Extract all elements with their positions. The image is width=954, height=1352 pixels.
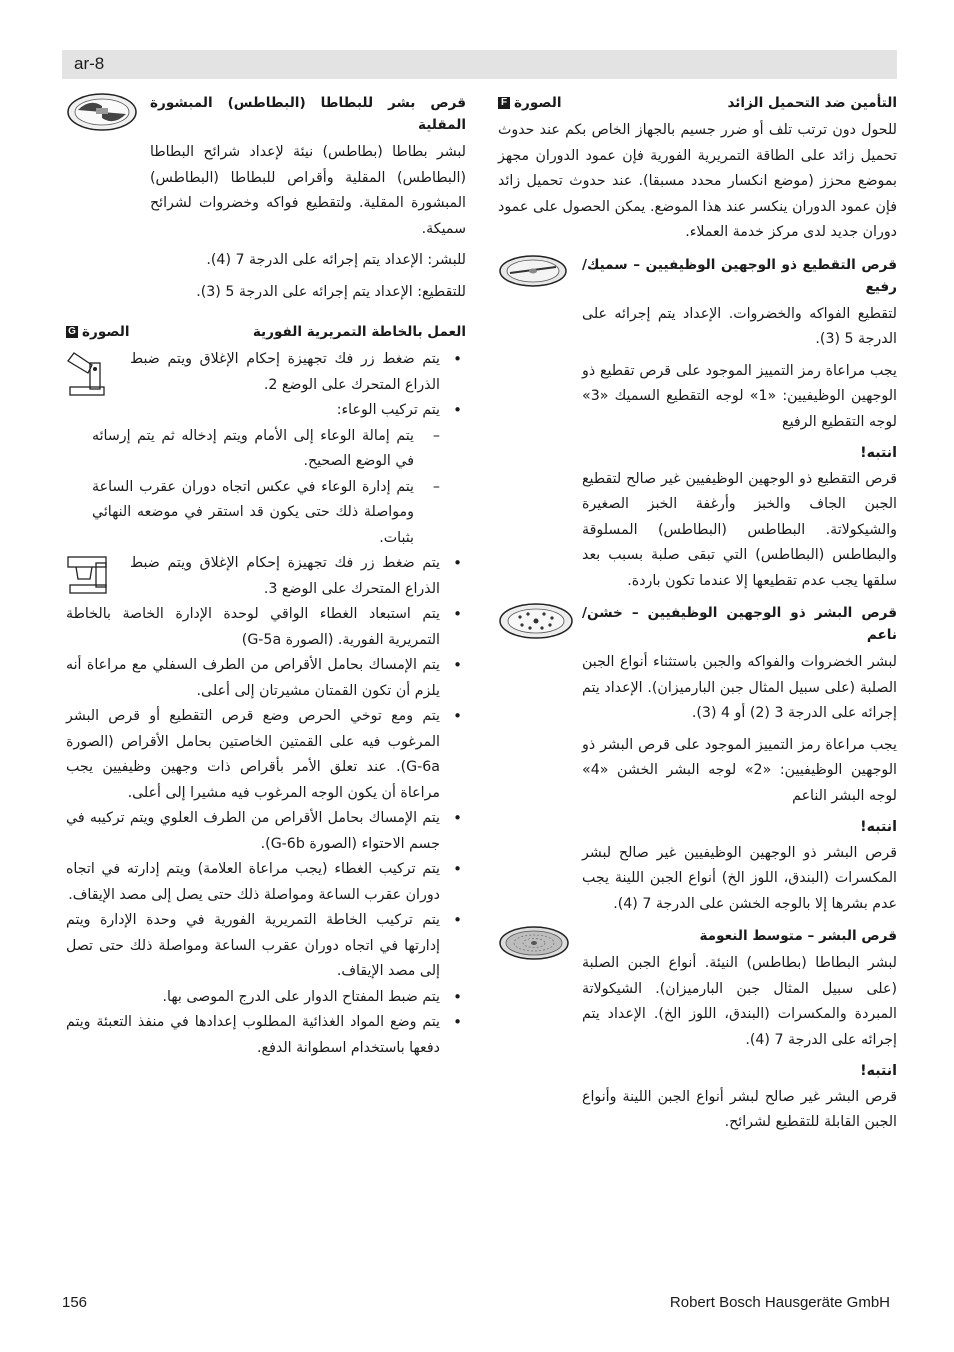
overload-figure-ref <box>498 92 562 114</box>
bowl-substeps <box>66 424 440 552</box>
slicing-disc-icon <box>498 254 568 288</box>
substep-item <box>92 475 440 552</box>
mixer-arm-position-2-icon <box>66 349 112 397</box>
medium-grater-text: لبشر البطاطا (بطاطس) النيئة. أنواع الجبن الصلبة (على سبيل المثال جبن البارميزان). الشيكولاتة المبردة والمكسرات (البندق، اللوز الخ). الإعداد يتم إجرائه على الدرجة 7 (4). <box>582 955 897 1048</box>
step-text: يتم ضبط المفتاح الدوار على الدرج الموصى بها. <box>162 988 440 1005</box>
step-text: يتم وضع المواد الغذائية المطلوب إعدادها في منفذ التعبئة ويتم دفعها باستخدام اسطوانة الدفع. <box>66 1014 440 1056</box>
shredding-disc-icon <box>498 602 574 640</box>
step-text: يتم ضغط زر فك تجهيزة إحكام الإغلاق ويتم ضبط الذراع المتحرك على الوضع 2. <box>130 351 440 393</box>
shredding-disc-warning-text: قرص البشر ذو الوجهين الوظيفيين غير صالح لبشر المكسرات (البندق، اللوز الخ) أنواع الجبن اللينة يجب عدم بشرها إلا بالوجه الخشن على الدرجة 7 (4). <box>582 844 897 912</box>
step-text: يتم الإمساك بحامل الأقراص من الطرف السفلي مع مراعاة أنه يلزم أن تكون القمتان مشيرتان إلى أعلى. <box>66 657 440 699</box>
medium-grater-warning-text: قرص البشر غير صالح لبشر أنواع الجبن اللينة وأنواع الجبن القابلة للتقطيع لشرائح. <box>582 1088 897 1130</box>
step-item <box>66 551 466 602</box>
step-item <box>66 806 466 857</box>
section-operation <box>66 321 466 1061</box>
potato-disc-title: قرص بشر للبطاطا (البطاطس) المبشورة المقلية <box>150 95 466 133</box>
page-header-bar <box>62 50 897 79</box>
step-text: يتم تركيب الغطاء (يجب مراعاة العلامة) ويتم إدارته في اتجاه دوران عقرب الساعة ومواصلة ذلك حتى يصل إلى مصد الإيقاف. <box>66 861 440 903</box>
step-item <box>66 985 466 1011</box>
overload-heading <box>498 92 897 114</box>
substep-item <box>92 424 440 475</box>
figure-letter-f: F <box>498 97 510 109</box>
mixer-arm-position-3-icon <box>66 553 112 595</box>
figure-word: الصورة <box>514 95 562 111</box>
step-item <box>66 704 466 806</box>
operation-figure-ref <box>66 321 130 343</box>
step-item <box>66 653 466 704</box>
shredding-disc-text: لبشر الخضروات والفواكه والجبن باستثناء أنواع الجبن الصلبة (على سبيل المثال جبن البارميزان). الإعداد يتم إجرائه على الدرجة 3 (2) أو 4 (3). <box>582 654 897 721</box>
operation-title: العمل بالخاطة التمريرية الفورية <box>252 324 466 340</box>
potato-disc-setting-cut: للتقطيع: الإعداد يتم إجرائه على الدرجة 5 (3). <box>196 283 466 300</box>
substep-text: يتم إدارة الوعاء في عكس اتجاه دوران عقرب الساعة ومواصلة ذلك حتى يكون قد استقر في موضعه النهائي بثبات. <box>92 478 414 546</box>
medium-grater-warning-title: انتبه! <box>860 1063 897 1079</box>
operation-steps <box>66 347 466 1061</box>
step-item <box>66 398 466 551</box>
medium-grater-title: قرص البشر – متوسط النعومة <box>699 928 897 944</box>
page-number: 156 <box>62 1294 88 1311</box>
step-text: يتم ضغط زر فك تجهيزة إحكام الإغلاق ويتم ضبط الذراع المتحرك على الوضع 3. <box>130 555 440 597</box>
slicing-disc-title: قرص التقطيع ذو الوجهين الوظيفيين – سميك/رفيع <box>582 256 897 295</box>
section-overload <box>498 92 897 246</box>
step-item <box>66 857 466 908</box>
step-item <box>66 347 466 398</box>
slicing-disc-text: لتقطيع الفواكه والخضروات. الإعداد يتم إجرائه على الدرجة 5 (3). <box>582 305 897 347</box>
shredding-disc-note: يجب مراعاة رمز التمييز الموجود على قرص البشر ذو الوجهين الوظيفيين: «2» لوجه البشر الخشن «4» لوجه البشر الناعم <box>582 736 897 804</box>
substep-text: يتم إمالة الوعاء إلى الأمام ويتم إدخاله ثم يتم إرسائه في الوضع الصحيح. <box>92 427 414 469</box>
section-medium-grater <box>498 925 897 1136</box>
potato-disc-text: لبشر بطاطا (بطاطس) نيئة لإعداد شرائح البطاطا (البطاطس) المقلية وأقراص للبطاطا (البطاطس) المبشورة المقلية. ولتقطيع فواكه وخضروات لشرائح سميكة. <box>150 144 466 237</box>
step-item <box>66 1010 466 1061</box>
figure-letter-g: G <box>66 326 78 338</box>
step-text: يتم استبعاد الغطاء الواقي لوحدة الإدارة الخاصة بالخاطة التمريرية الفورية. (الصورة G-5a) <box>66 606 440 648</box>
grater-disc-icon <box>498 925 570 961</box>
page-code: ar-8 <box>74 54 105 73</box>
potato-disc-icon <box>66 92 138 132</box>
step-text: يتم الإمساك بحامل الأقراص من الطرف العلوي ويتم تركيبه في جسم الاحتواء (الصورة G-6b). <box>66 810 440 852</box>
step-text: يتم تركيب الخاطة التمريرية الفورية في وحدة الإدارة ويتم إدارتها في اتجاه دوران عقرب الساعة ومواصلة ذلك حتى تصل إلى مصد الإيقاف. <box>66 912 440 979</box>
shredding-disc-title: قرص البشر ذو الوجهين الوظيفيين – خشن/ناعم <box>582 605 897 643</box>
slicing-disc-note: يجب مراعاة رمز التمييز الموجود على قرص تقطيع ذو الوجهين الوظيفيين: «1» لوجه التقطيع السميك «3» لوجه التقطيع الرفيع <box>582 362 898 430</box>
step-item <box>66 602 466 653</box>
slicing-disc-warning-title: انتبه! <box>860 445 897 461</box>
section-shredding-disc <box>498 602 897 917</box>
slicing-disc-warning-text: قرص التقطيع ذو الوجهين الوظيفيين غير صالح لتقطيع الجبن الجاف والخبز وأرغفة الخبز الصغيرة والشيكولاتة. البطاطس (البطاطس) المسلوقة والبطاطس (البطاطس) التي تبقى صلبة بسبب بعد سلقها يجب عدم تقطيعها إلا عندما تكون باردة. <box>582 470 897 589</box>
section-slicing-disc <box>498 254 897 595</box>
potato-disc-setting-shred: للبشر: الإعداد يتم إجرائه على الدرجة 7 (4). <box>206 252 466 268</box>
right-column <box>498 92 897 1144</box>
overload-title: التأمين ضد التحميل الزائد <box>727 95 897 111</box>
step-text: يتم تركيب الوعاء: <box>336 402 440 418</box>
figure-word: الصورة <box>82 324 130 340</box>
step-item <box>66 908 466 985</box>
shredding-disc-warning-title: انتبه! <box>860 819 897 835</box>
operation-heading <box>66 321 466 343</box>
left-column <box>66 92 466 1069</box>
footer-company: Robert Bosch Hausgeräte GmbH <box>669 1294 890 1311</box>
step-text: يتم ومع توخي الحرص وضع قرص التقطيع أو قرص البشر المرغوب فيه على القمتين الخاصتين بحامل الأقراص (الصورة G-6a). عند تعلق الأمر بأقراص ذات وجهين وظيفيين يجب مراعاة أن يكون الوجه المرغوب فيه مشيرا إلى أعلى. <box>66 708 440 801</box>
section-potato-disc <box>66 92 466 305</box>
overload-text: للحول دون ترتب تلف أو ضرر جسيم بالجهاز الخاص بكم عند حدوث تحميل زائد على الطاقة التمريرية الفورية فإن عمود الدوران مجهز بموضع محزز (موضع انكسار محدد مسبقا). عند حدوث تحميل زائد فإن عمود الدوران ينكسر عند هذا الموضع. يمكن الحصول على عمود دوران جديد لدى مركز خدمة العملاء. <box>498 122 897 240</box>
